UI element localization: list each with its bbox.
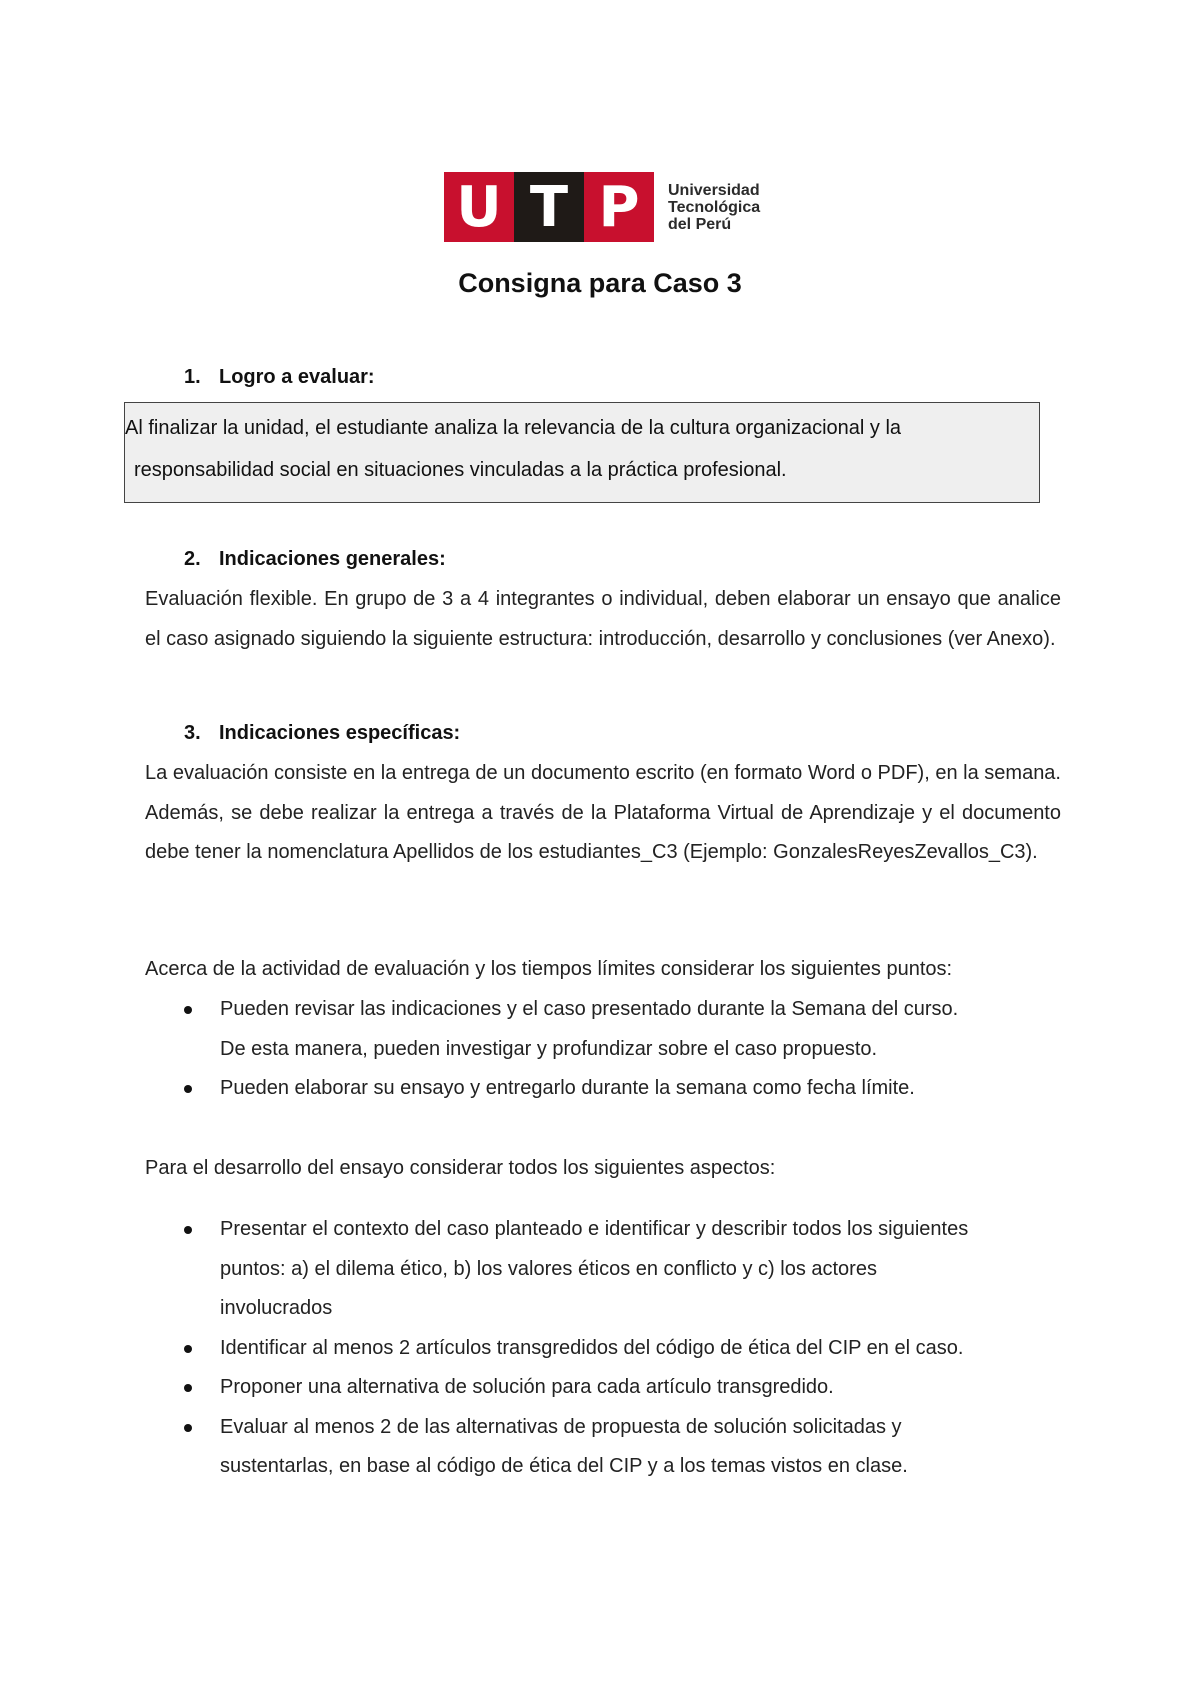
learning-outcome-box <box>124 402 1040 503</box>
logo-blocks <box>444 172 654 242</box>
section-2-heading <box>184 548 446 571</box>
section-number: 3. <box>184 722 201 744</box>
list-item <box>184 1368 984 1408</box>
bullet-icon <box>184 1384 192 1392</box>
list-item <box>184 1069 984 1109</box>
list-item-text: Pueden elaborar su ensayo y entregarlo durante la semana como fecha límite. <box>220 1077 915 1099</box>
logo-text-line: del Perú <box>668 215 732 233</box>
bullet-icon <box>184 1006 192 1014</box>
bullet-icon <box>184 1424 192 1432</box>
essay-intro: Para el desarrollo del ensayo considerar todos los siguientes aspectos: <box>145 1157 776 1179</box>
logo-letter-t: T <box>514 172 584 242</box>
list-item-text: Evaluar al menos 2 de las alternativas de propuesta de solución solicitadas y sustentarlas, en base al código de ética del CIP y a los temas vistos en clase. <box>220 1415 908 1477</box>
section-number: 2. <box>184 548 201 570</box>
logo-text-line: Tecnológica <box>668 198 761 216</box>
box-line-2: responsabilidad social en situaciones vinculadas a la práctica profesional. <box>134 459 787 481</box>
list-item-text: Proponer una alternativa de solución para cada artículo transgredido. <box>220 1376 834 1398</box>
list-item-text: Pueden revisar las indicaciones y el caso presentado durante la Semana del curso. De esta manera, pueden investigar y profundizar sobre el caso propuesto. <box>220 998 959 1060</box>
logo-letter-p: P <box>584 172 654 242</box>
logo-university-name <box>668 182 760 233</box>
list-item-text: Presentar el contexto del caso planteado e identificar y describir todos los siguientes puntos: a) el dilema ético, b) los valores éticos en conflicto y c) los actores involucrados <box>220 1218 969 1319</box>
section-heading-text: Logro a evaluar: <box>219 366 375 388</box>
document-title: Consigna para Caso 3 <box>458 268 742 298</box>
section-heading-text: Indicaciones generales: <box>219 548 446 570</box>
section-heading-text: Indicaciones específicas: <box>219 722 461 744</box>
list-item <box>184 990 984 1069</box>
section-number: 1. <box>184 366 201 388</box>
activity-list <box>184 990 984 1109</box>
list-item <box>184 1408 984 1487</box>
logo-letter-u: U <box>444 172 514 242</box>
box-line-1: Al finalizar la unidad, el estudiante analiza la relevancia de la cultura organizacional y la <box>125 417 902 439</box>
list-item <box>184 1210 984 1329</box>
essay-aspects-list <box>184 1210 984 1487</box>
activity-intro: Acerca de la actividad de evaluación y los tiempos límites considerar los siguientes puntos: <box>145 958 953 980</box>
section-3-heading <box>184 722 460 745</box>
list-item <box>184 1329 984 1369</box>
general-instructions-text: Evaluación flexible. En grupo de 3 a 4 integrantes o individual, deben elaborar un ensayo que analice el caso asignado siguiendo la siguiente estructura: introducción, desarrollo y conclusiones (ver Anexo). <box>145 588 1061 650</box>
list-item-text: Identificar al menos 2 artículos transgredidos del código de ética del CIP en el caso. <box>220 1336 964 1359</box>
bullet-icon <box>184 1345 192 1353</box>
section-1-heading <box>184 366 375 389</box>
specific-instructions-text: La evaluación consiste en la entrega de un documento escrito (en formato Word o PDF), en la semana. Además, se debe realizar la entrega a través de la Plataforma Virtual de Aprendizaje y el documento debe tener la nomenclatura Apellidos de los estudiantes_C3 (Ejemplo: GonzalesReyesZevallos_C3). <box>145 762 1061 863</box>
utp-logo <box>444 172 760 242</box>
bullet-icon <box>184 1226 192 1234</box>
logo-text-line: Universidad <box>668 181 760 199</box>
bullet-icon <box>184 1085 192 1093</box>
